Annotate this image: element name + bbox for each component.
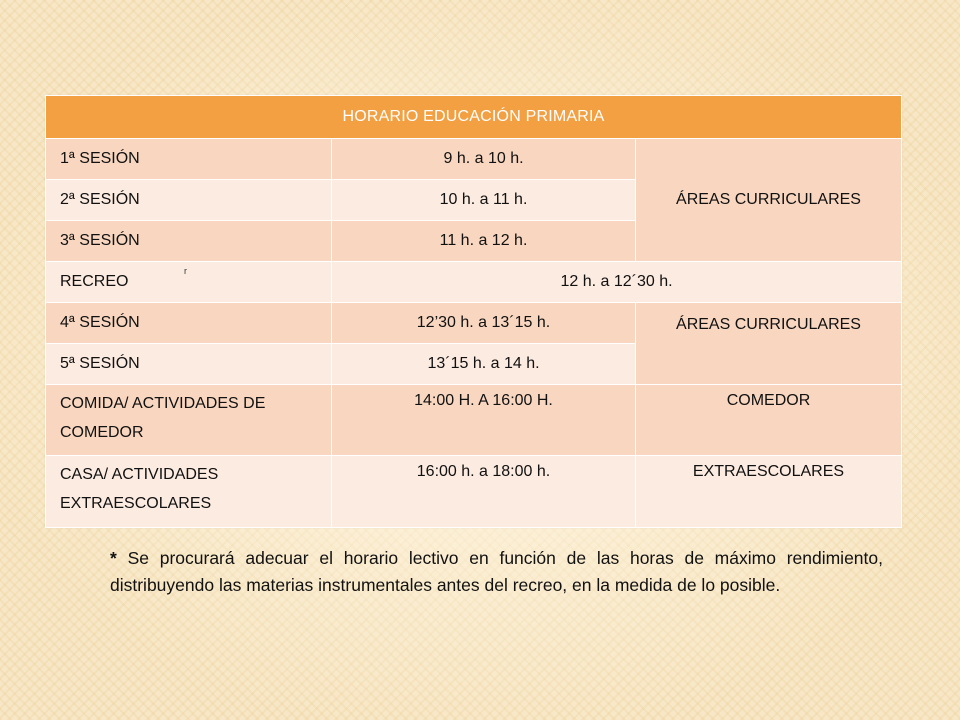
schedule-table xyxy=(45,95,902,528)
table-row xyxy=(46,303,902,344)
session-label: COMIDA/ ACTIVIDADES DE COMEDOR xyxy=(46,385,332,456)
table-row xyxy=(46,456,902,528)
footnote xyxy=(110,545,883,599)
session-time: 14:00 H. A 16:00 H. xyxy=(332,385,636,456)
session-time: 13´15 h. a 14 h. xyxy=(332,344,636,385)
table-row xyxy=(46,139,902,180)
session-label: 5ª SESIÓN xyxy=(46,344,332,385)
activity-label: COMEDOR xyxy=(636,385,902,456)
session-label: 3ª SESIÓN xyxy=(46,221,332,262)
session-time: 10 h. a 11 h. xyxy=(332,180,636,221)
recreo-time: 12 h. a 12´30 h. xyxy=(332,262,902,303)
session-time: 11 h. a 12 h. xyxy=(332,221,636,262)
session-time: 9 h. a 10 h. xyxy=(332,139,636,180)
table-title: HORARIO EDUCACIÓN PRIMARIA xyxy=(46,96,902,139)
footnote-text: Se procurará adecuar el horario lectivo en función de las horas de máximo rendimiento, distribuyendo las materias instrumentales antes del recreo, en la medida de lo posible. xyxy=(110,548,883,595)
session-label: 1ª SESIÓN xyxy=(46,139,332,180)
stray-mark: r xyxy=(184,266,187,276)
session-label: 2ª SESIÓN xyxy=(46,180,332,221)
session-label: RECREO xyxy=(60,273,129,290)
session-label: CASA/ ACTIVIDADES EXTRAESCOLARES xyxy=(46,456,332,528)
session-time: 16:00 h. a 18:00 h. xyxy=(332,456,636,528)
table-header-row xyxy=(46,96,902,139)
session-time: 12’30 h. a 13´15 h. xyxy=(332,303,636,344)
curricular-areas-cell: ÁREAS CURRICULARES xyxy=(636,303,902,385)
curricular-areas-cell: ÁREAS CURRICULARES xyxy=(636,139,902,262)
activity-label: EXTRAESCOLARES xyxy=(636,456,902,528)
table-row-recreo xyxy=(46,262,902,303)
table-row xyxy=(46,385,902,456)
recreo-cell xyxy=(46,262,332,303)
footnote-asterisk: * xyxy=(110,548,117,568)
session-label: 4ª SESIÓN xyxy=(46,303,332,344)
